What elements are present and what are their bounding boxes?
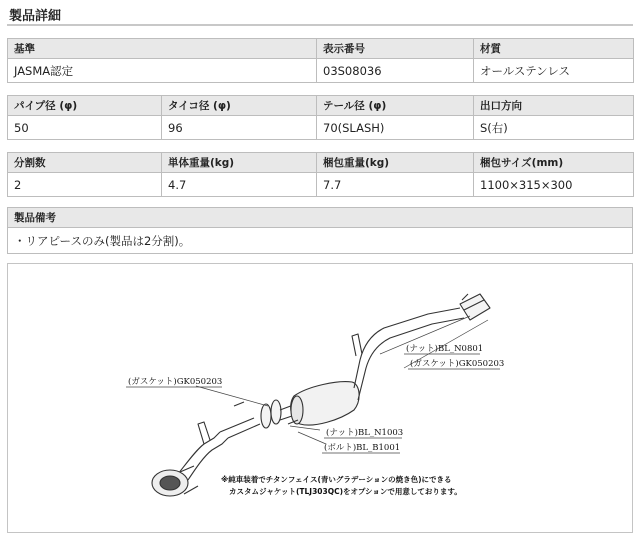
value-tail-diameter: 70(SLASH) [317, 116, 474, 140]
value-standard: JASMA認定 [8, 59, 317, 83]
label-gasket-right: (ガスケット)GK050203 [410, 359, 505, 369]
header-muffler-diameter: タイコ径 (φ) [162, 96, 317, 116]
diagram-note-line-2: カスタムジャケット(TLJ303QC)をオプションで用意しております。 [229, 487, 462, 496]
header-package-size: 梱包サイズ(mm) [474, 153, 634, 173]
label-bolt-1001: (ボルト)BL_B1001 [324, 443, 401, 453]
header-standard: 基準 [8, 39, 317, 59]
exhaust-drawing [8, 264, 634, 534]
value-display-number: 03S08036 [317, 59, 474, 83]
section-title: 製品詳細 [9, 9, 62, 24]
header-tail-diameter: テール径 (φ) [317, 96, 474, 116]
header-pipe-diameter: パイプ径 (φ) [8, 96, 162, 116]
value-muffler-diameter: 96 [162, 116, 317, 140]
header-unit-weight: 単体重量(kg) [162, 153, 317, 173]
value-material: オールステンレス [474, 59, 634, 83]
section-header [7, 0, 633, 26]
front-hanger [352, 334, 362, 356]
value-remarks: ・リアピースのみ(製品は2分割)。 [8, 228, 633, 254]
spec-table-remarks [7, 207, 633, 254]
label-nut-0801: (ナット)BL_N0801 [406, 344, 484, 354]
value-package-size: 1100×315×300 [474, 173, 634, 197]
header-exit-direction: 出口方向 [474, 96, 634, 116]
label-nut-1003: (ナット)BL_N1003 [326, 428, 404, 438]
header-remarks: 製品備考 [8, 208, 633, 228]
diagram-note-line-1: ※純車装着でチタンフェイス(青いグラデーションの焼き色)にできる [221, 475, 452, 484]
spec-table-weights [7, 152, 634, 197]
exhaust-diagram [7, 263, 633, 533]
header-package-weight: 梱包重量(kg) [317, 153, 474, 173]
rear-bracket [198, 422, 210, 444]
header-material: 材質 [474, 39, 634, 59]
tail-pipe [178, 432, 220, 474]
header-display-number: 表示番号 [317, 39, 474, 59]
value-package-weight: 7.7 [317, 173, 474, 197]
spec-table-standard [7, 38, 634, 83]
value-exit-direction: S(右) [474, 116, 634, 140]
value-piece-count: 2 [8, 173, 162, 197]
header-piece-count: 分割数 [8, 153, 162, 173]
joint-flange-left [261, 404, 271, 428]
value-pipe-diameter: 50 [8, 116, 162, 140]
spec-table-diameters [7, 95, 634, 140]
label-gasket-left: (ガスケット)GK050203 [128, 377, 223, 387]
value-unit-weight: 4.7 [162, 173, 317, 197]
